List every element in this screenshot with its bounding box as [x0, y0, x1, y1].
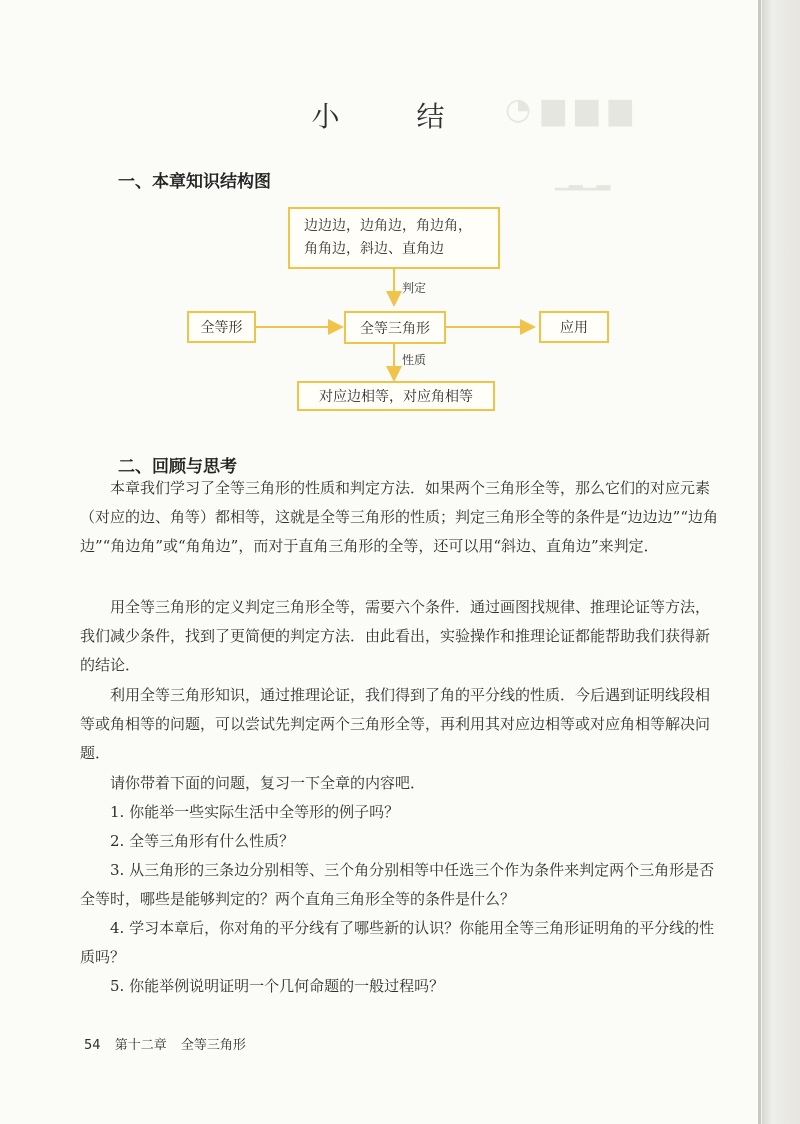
- criteria-box: [288, 207, 500, 269]
- footer-chapter: 第十二章: [114, 1038, 167, 1053]
- box-congruent-triangles: 全等三角形: [344, 311, 446, 344]
- question-2: 2. 全等三角形有什么性质？: [110, 832, 295, 850]
- review-paragraph-4: 请你带着下面的问题，复习一下全章的内容吧．: [110, 774, 426, 792]
- section-heading-structure: 一、本章知识结构图: [118, 172, 271, 192]
- facing-page-edge: [762, 0, 800, 1124]
- question-5: 5. 你能举例说明证明一个几何命题的一般过程吗？: [110, 977, 445, 995]
- box-application: 应用: [539, 311, 609, 343]
- section-heading-review: 二、回顾与思考: [118, 457, 237, 477]
- review-paragraph-1: 本章我们学习了全等三角形的性质和判定方法．如果两个三角形全等，那么它们的对应元素（对应的边、角等）都相等，这就是全等三角形的性质；判定三角形全等的条件是“边边边”“边角边”“角边角”或“角角边”，而对于直角三角形的全等，还可以用“斜边、直角边”来判定．: [80, 479, 719, 555]
- box-congruent-figures: 全等形: [187, 311, 256, 343]
- page-number: 54: [84, 1038, 101, 1053]
- criteria-line-2: 角角边，斜边、直角边: [304, 241, 444, 257]
- box-property: 对应边相等，对应角相等: [297, 381, 495, 411]
- question-4: 4. 学习本章后，你对角的平分线有了哪些新的认识？你能用全等三角形证明角的平分线的性质吗？: [80, 919, 715, 966]
- question-3: 3. 从三角形的三条边分别相等、三个角分别相等中任选三个作为条件来判定两个三角形是否全等时，哪些是能够判定的？两个直角三角形全等的条件是什么？: [80, 861, 715, 908]
- label-determine: 判定: [402, 281, 427, 295]
- bleed-through-mark: ▁▂▁▂: [555, 170, 611, 191]
- footer-chapter-title: 全等三角形: [180, 1038, 246, 1053]
- review-paragraph-2: 用全等三角形的定义判定三角形全等，需要六个条件．通过画图找规律、推理论证等方法，我们减少条件，找到了更简便的判定方法．由此看出，实验操作和推理论证都能帮助我们获得新的结论．: [80, 598, 711, 674]
- review-paragraph-3: 利用全等三角形知识，通过推理论证，我们得到了角的平分线的性质．今后遇到证明线段相等或角相等的问题，可以尝试先判定两个三角形全等，再利用其对应边相等或对应角相等解决问题．: [80, 686, 711, 762]
- criteria-line-1: 边边边，边角边，角边角，: [304, 218, 472, 234]
- question-1: 1. 你能举一些实际生活中全等形的例子吗？: [110, 803, 400, 821]
- page-title: 小 结: [311, 100, 479, 133]
- bleed-through-mark: ◔ ▆ ▆ ▆: [505, 92, 632, 127]
- page-footer: [84, 1034, 246, 1053]
- label-property: 性质: [402, 353, 427, 367]
